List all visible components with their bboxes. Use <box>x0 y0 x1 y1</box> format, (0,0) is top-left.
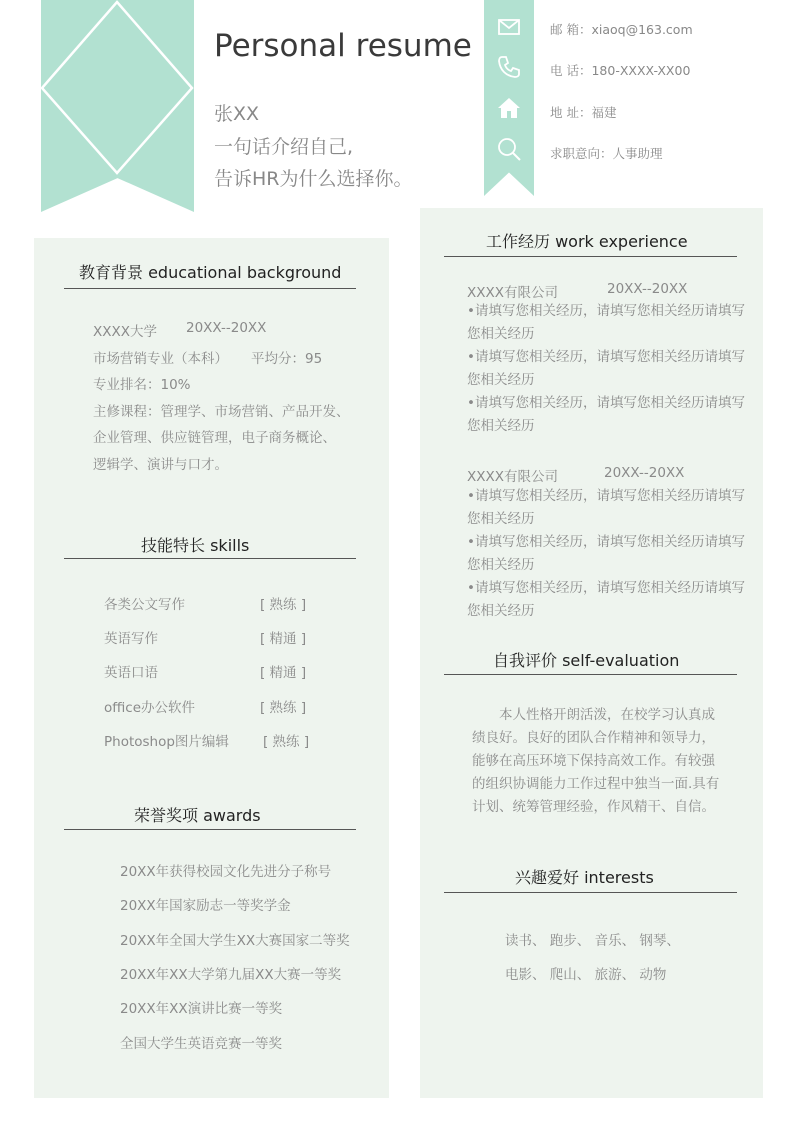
education-school: XXXX大学 <box>93 324 157 340</box>
interests-line: 电影、 爬山、 旅游、 动物 <box>505 967 667 983</box>
skill-name: 英语口语 <box>104 665 158 681</box>
candidate-name: 张XX <box>214 103 260 125</box>
education-courses: 主修课程：管理学、市场营销、产品开发、 <box>93 404 350 420</box>
header-ribbon <box>41 0 194 212</box>
work-line: •请填写您相关经历，请填写您相关经历请填写 <box>467 349 745 365</box>
work-line: •请填写您相关经历，请填写您相关经历请填写 <box>467 534 745 550</box>
contact-ribbon <box>484 0 534 196</box>
work-details <box>467 300 745 438</box>
award-item: 20XX年XX演讲比赛一等奖 <box>120 1001 283 1017</box>
award-item: 20XX年全国大学生XX大赛国家二等奖 <box>120 933 350 949</box>
contact-job-intent: 求职意向：人事助理 <box>550 146 663 161</box>
work-title: 工作经历 work experience <box>486 232 688 251</box>
right-panel <box>420 208 763 1098</box>
skill-name: 英语写作 <box>104 631 158 647</box>
self-eval-line: 本人性格开朗活泼，在校学习认真成 <box>499 707 715 723</box>
work-period: 20XX--20XX <box>607 281 688 297</box>
skill-level: [ 熟练 ] <box>260 700 307 716</box>
intro-text <box>214 131 413 195</box>
section-divider <box>444 674 737 675</box>
section-divider <box>64 288 356 289</box>
skill-level: [ 精通 ] <box>260 631 307 647</box>
skill-level: [ 熟练 ] <box>260 597 307 613</box>
self-eval-line: 计划、统筹管理经验，作风精干、自信。 <box>472 799 715 815</box>
section-divider <box>64 829 356 830</box>
skill-level: [ 精通 ] <box>260 665 307 681</box>
section-divider <box>64 558 356 559</box>
self-eval-line: 绩良好。良好的团队合作精神和领导力， <box>472 730 715 746</box>
contact-email: 邮 箱：xiaoq@163.com <box>550 22 693 37</box>
work-period: 20XX--20XX <box>604 465 685 481</box>
contact-address: 地 址：福建 <box>550 105 617 120</box>
award-item: 20XX年国家励志一等奖学金 <box>120 898 291 914</box>
education-courses: 企业管理、供应链管理，电子商务概论、 <box>93 430 336 446</box>
work-details <box>467 485 745 623</box>
work-line: •请填写您相关经历，请填写您相关经历请填写 <box>467 580 745 596</box>
intro-line: 一句话介绍自己, <box>214 136 354 158</box>
section-divider <box>444 256 737 257</box>
intro-line: 告诉HR为什么选择你。 <box>214 168 413 190</box>
education-title: 教育背景 educational background <box>79 263 342 282</box>
award-item: 20XX年XX大学第九届XX大赛一等奖 <box>120 967 342 983</box>
award-item: 20XX年获得校园文化先进分子称号 <box>120 864 332 880</box>
skill-name: Photoshop图片编辑 <box>104 734 229 750</box>
work-line: 您相关经历 <box>467 511 535 527</box>
page-title: Personal resume <box>214 28 472 64</box>
interests-title: 兴趣爱好 interests <box>515 868 654 887</box>
diamond-decoration <box>41 0 194 212</box>
work-line: 您相关经历 <box>467 418 535 434</box>
education-gpa: 平均分：95 <box>251 351 323 367</box>
skill-name: office办公软件 <box>104 700 196 716</box>
education-courses: 逻辑学、演讲与口才。 <box>93 457 228 473</box>
work-line: •请填写您相关经历，请填写您相关经历请填写 <box>467 488 745 504</box>
education-rank: 专业排名：10% <box>93 377 191 393</box>
work-company: XXXX有限公司 <box>467 469 558 485</box>
home-icon <box>496 95 522 121</box>
education-major: 市场营销专业（本科） <box>93 351 228 367</box>
section-divider <box>444 892 737 893</box>
skills-title: 技能特长 skills <box>141 536 250 555</box>
self-eval-line: 的组织协调能力工作过程中独当一面.具有 <box>472 776 720 792</box>
work-company: XXXX有限公司 <box>467 285 558 301</box>
work-line: 您相关经历 <box>467 326 535 342</box>
work-line: 您相关经历 <box>467 603 535 619</box>
work-line: •请填写您相关经历，请填写您相关经历请填写 <box>467 303 745 319</box>
skill-name: 各类公文写作 <box>104 597 185 613</box>
self-eval-text <box>472 704 719 819</box>
award-item: 全国大学生英语竞赛一等奖 <box>120 1036 282 1052</box>
left-panel <box>34 238 389 1098</box>
work-line: •请填写您相关经历，请填写您相关经历请填写 <box>467 395 745 411</box>
contact-phone: 电 话：180-XXXX-XX00 <box>550 63 691 78</box>
education-period: 20XX--20XX <box>186 320 267 336</box>
mail-icon <box>496 14 522 40</box>
phone-icon <box>496 54 522 80</box>
skill-level: [ 熟练 ] <box>263 734 310 750</box>
awards-title: 荣誉奖项 awards <box>134 806 261 825</box>
work-line: 您相关经历 <box>467 372 535 388</box>
search-icon <box>496 136 522 162</box>
self-eval-title: 自我评价 self-evaluation <box>493 651 680 670</box>
self-eval-line: 能够在高压环境下保持高效工作。有较强 <box>472 753 715 769</box>
interests-line: 读书、 跑步、 音乐、 钢琴、 <box>505 933 680 949</box>
work-line: 您相关经历 <box>467 557 535 573</box>
